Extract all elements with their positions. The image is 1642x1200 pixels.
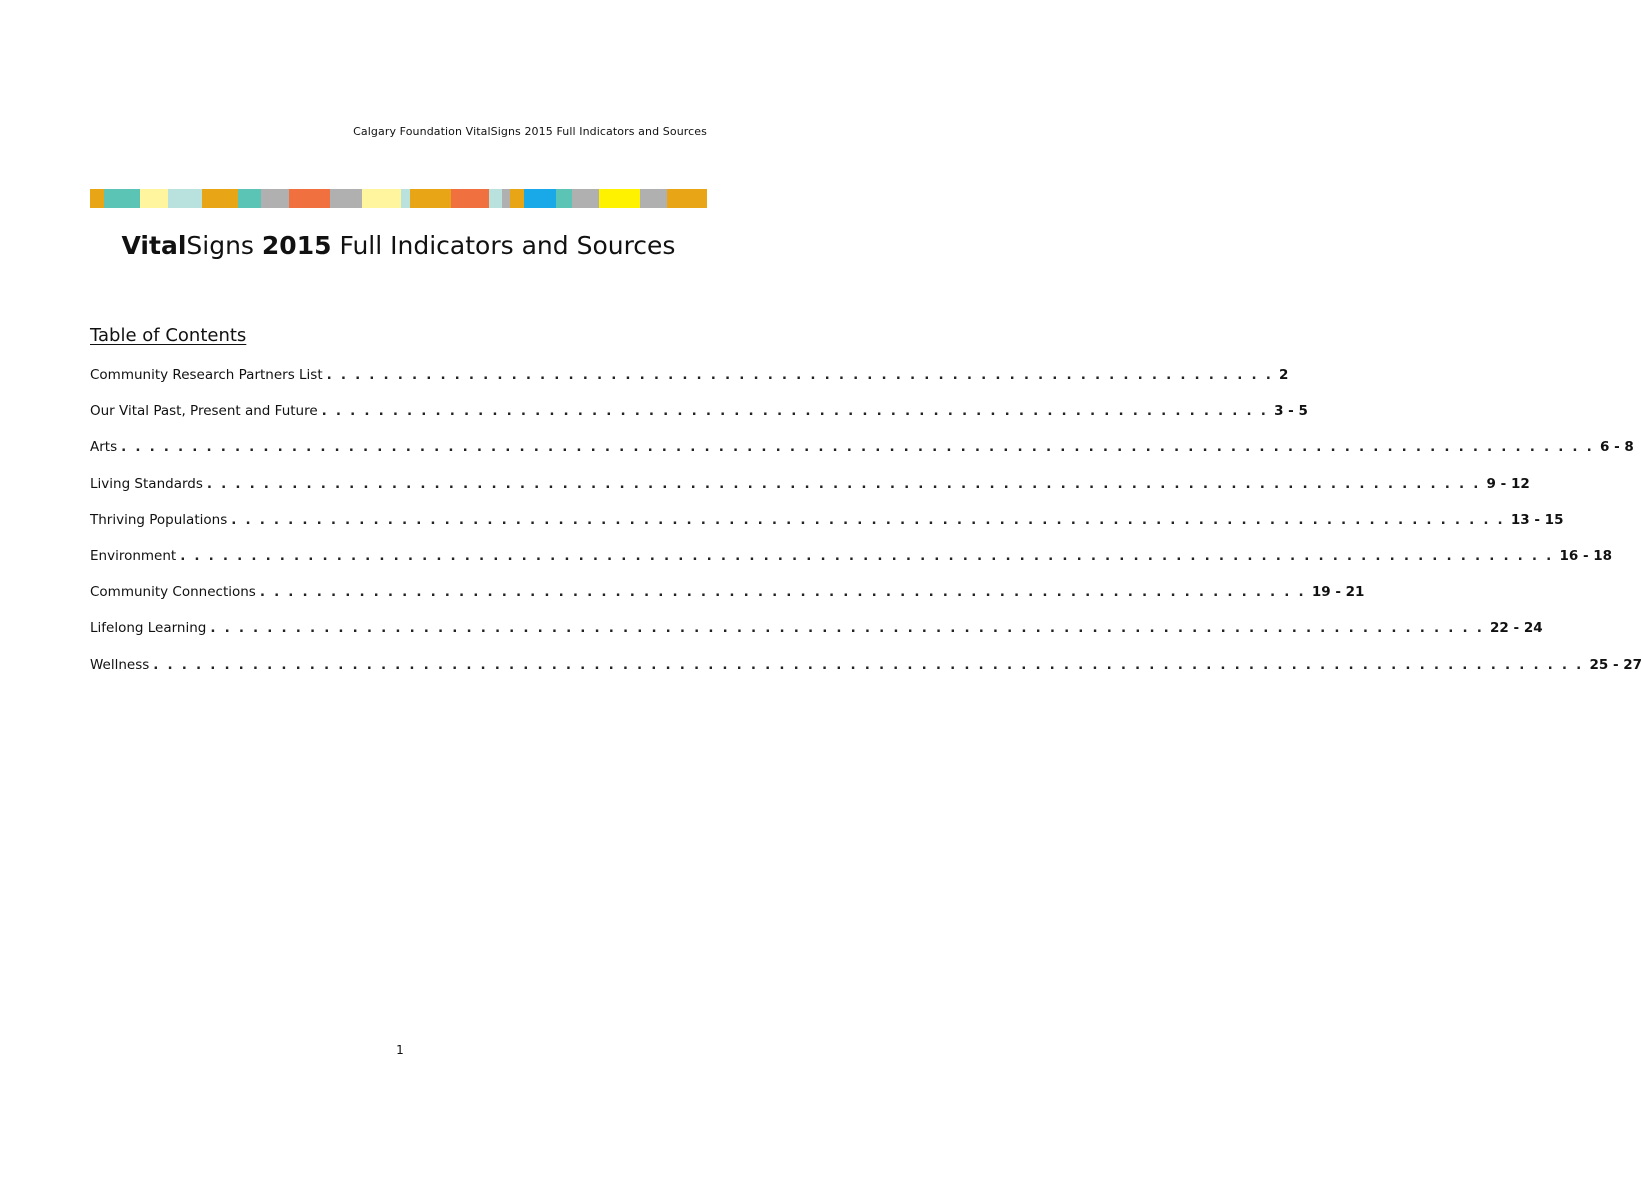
title-signs: Signs bbox=[186, 231, 262, 260]
color-stripe-segment bbox=[599, 189, 640, 208]
color-stripe-segment bbox=[510, 189, 524, 208]
toc-entry[interactable] bbox=[90, 439, 1634, 475]
toc-entry-label: Thriving Populations bbox=[90, 511, 228, 528]
color-stripe-segment bbox=[489, 189, 502, 208]
toc-entry-label: Community Connections bbox=[90, 584, 256, 601]
color-stripe-segment bbox=[202, 189, 238, 208]
color-stripe-segment bbox=[104, 189, 140, 208]
title-rest: Full Indicators and Sources bbox=[331, 231, 676, 260]
document-title bbox=[90, 228, 707, 264]
title-year: 2015 bbox=[261, 231, 332, 260]
color-stripe-segment bbox=[238, 189, 261, 208]
toc-leader-dots: . . . . . . . . . . . . . . . . . . . . . . . . . . . . . . . . . . . . . . . . . . . . . . . . . . . . . . . . . . . . . . . . . . . . . . . . . . . . . . . . . . . . . . . . . . bbox=[210, 620, 1485, 637]
color-stripe-segment bbox=[330, 189, 362, 208]
color-stripe-segment bbox=[556, 189, 572, 208]
toc-entry[interactable] bbox=[90, 620, 1543, 656]
toc-entry-label: Environment bbox=[90, 547, 177, 564]
color-stripe-banner bbox=[90, 189, 707, 208]
color-stripe-segment bbox=[451, 189, 488, 208]
toc-leader-dots: . . . . . . . . . . . . . . . . . . . . . . . . . . . . . . . . . . . . . . . . . . . . . . . . . . . . . . . . . . . . . . . . . . . . . . . . . . . . . . . . . . . . . . . . . . . . . . . . . . . . . . . . bbox=[121, 439, 1594, 456]
color-stripe-segment bbox=[362, 189, 401, 208]
toc-leader-dots: . . . . . . . . . . . . . . . . . . . . . . . . . . . . . . . . . . . . . . . . . . . . . . . . . . . . . . . . . . . . . . . . . . . . . . . . . . . . . . . . . . . . . . . . . . . . . . . . . bbox=[180, 547, 1554, 564]
toc-entry-page: 9 - 12 bbox=[1486, 475, 1530, 492]
toc-entry[interactable] bbox=[90, 547, 1613, 584]
toc-entry[interactable] bbox=[90, 656, 1642, 693]
color-stripe-segment bbox=[572, 189, 599, 208]
color-stripe-segment bbox=[261, 189, 289, 208]
toc-entry-page: 6 - 8 bbox=[1599, 439, 1634, 456]
page-number: 1 bbox=[396, 1043, 404, 1057]
toc-entry-page: 16 - 18 bbox=[1559, 547, 1613, 564]
title-vital: Vital bbox=[121, 231, 187, 260]
color-stripe-segment bbox=[502, 189, 510, 208]
toc-entry-page: 13 - 15 bbox=[1510, 511, 1564, 528]
toc-entry-page: 2 bbox=[1279, 367, 1289, 383]
color-stripe-segment bbox=[90, 189, 104, 208]
color-stripe-segment bbox=[640, 189, 667, 208]
color-stripe-segment bbox=[168, 189, 202, 208]
toc-entry-label: Arts bbox=[90, 439, 118, 456]
toc-leader-dots: . . . . . . . . . . . . . . . . . . . . . . . . . . . . . . . . . . . . . . . . . . . . . . . . . . . . . . . . . . . . . . . . . . . . . . . . . . . . . . . . . . . . . . . . . . bbox=[231, 511, 1505, 528]
toc-entry[interactable] bbox=[90, 511, 1564, 548]
color-stripe-segment bbox=[410, 189, 451, 208]
toc-entry[interactable] bbox=[90, 475, 1530, 512]
toc-leader-dots: . . . . . . . . . . . . . . . . . . . . . . . . . . . . . . . . . . . . . . . . . . . . . . . . . . . . . . . . . . . . . . . . . . . . . . . . . . bbox=[259, 584, 1306, 601]
color-stripe-segment bbox=[667, 189, 707, 208]
toc-entry-label: Wellness bbox=[90, 656, 150, 673]
toc-leader-dots: . . . . . . . . . . . . . . . . . . . . . . . . . . . . . . . . . . . . . . . . . . . . . . . . . . . . . . . . . . . . . . . . . . . bbox=[321, 403, 1269, 420]
toc-entry[interactable] bbox=[90, 403, 1308, 439]
toc-entry-page: 3 - 5 bbox=[1274, 403, 1308, 420]
toc-entry[interactable] bbox=[90, 584, 1365, 620]
color-stripe-segment bbox=[524, 189, 556, 208]
toc-leader-dots: . . . . . . . . . . . . . . . . . . . . . . . . . . . . . . . . . . . . . . . . . . . . . . . . . . . . . . . . . . . . . . . . . . . . . . . . . . . . . . . . . . . . . . . . . . . . . . . . . . . . . bbox=[153, 656, 1584, 673]
color-stripe-segment bbox=[401, 189, 410, 208]
toc-heading: Table of Contents bbox=[90, 325, 247, 346]
toc-entry-page: 22 - 24 bbox=[1490, 620, 1543, 637]
toc-entry-label: Our Vital Past, Present and Future bbox=[90, 403, 318, 420]
toc-entry[interactable] bbox=[90, 367, 1289, 403]
toc-leader-dots: . . . . . . . . . . . . . . . . . . . . . . . . . . . . . . . . . . . . . . . . . . . . . . . . . . . . . . . . . . . . . . . . . . . . . . . . . . . . . . . . . . . . . . . . . . bbox=[206, 475, 1481, 492]
color-stripe-segment bbox=[140, 189, 168, 208]
running-header: Calgary Foundation VitalSigns 2015 Full Indicators and Sources bbox=[353, 125, 707, 138]
toc-entry-label: Community Research Partners List bbox=[90, 367, 323, 383]
toc-leader-dots: . . . . . . . . . . . . . . . . . . . . . . . . . . . . . . . . . . . . . . . . . . . . . . . . . . . . . . . . . . . . . . . . . . . bbox=[326, 367, 1274, 383]
color-stripe-segment bbox=[289, 189, 330, 208]
toc-entry-label: Lifelong Learning bbox=[90, 620, 207, 637]
table-of-contents bbox=[90, 367, 1642, 693]
toc-entry-page: 19 - 21 bbox=[1311, 584, 1365, 601]
toc-entry-page: 25 - 27 bbox=[1589, 656, 1642, 673]
toc-entry-label: Living Standards bbox=[90, 475, 203, 492]
